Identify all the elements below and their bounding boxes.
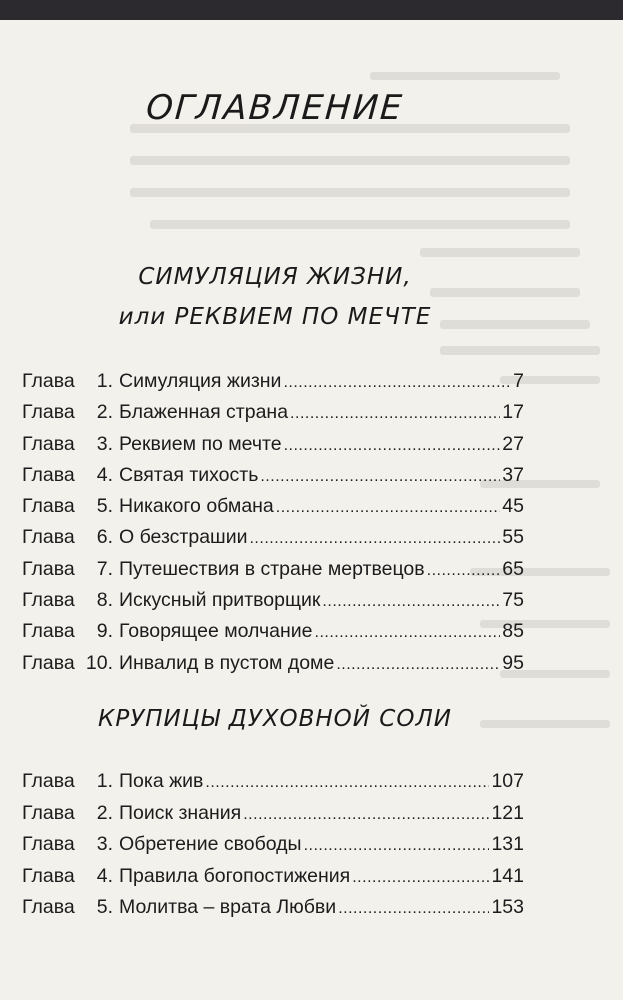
chapter-number: 10.	[85, 651, 113, 674]
toc-entry[interactable]	[22, 397, 524, 428]
chapter-word: Глава	[22, 557, 75, 580]
chapter-word: Глава	[22, 620, 75, 643]
chapter-title: Поиск знания	[119, 801, 242, 824]
chapter-word: Глава	[22, 896, 75, 918]
chapter-title: Пока жив	[119, 770, 204, 792]
chapter-word: Глава	[22, 833, 75, 855]
chapter-number: 4.	[96, 463, 113, 486]
part-1-chapter-list	[22, 366, 524, 679]
page-number: 107	[491, 770, 524, 792]
chapter-title: Обретение свободы	[119, 833, 302, 855]
toc-entry[interactable]	[22, 429, 524, 460]
dot-leader	[260, 461, 500, 492]
page-number: 131	[491, 833, 524, 855]
chapter-number: 5.	[96, 495, 113, 518]
page-number: 121	[491, 801, 524, 824]
chapter-word: Глава	[22, 864, 75, 887]
dot-leader	[276, 492, 501, 523]
chapter-word: Глава	[22, 526, 75, 549]
chapter-number: 6.	[96, 526, 113, 549]
chapter-word: Глава	[22, 801, 75, 824]
chapter-title: Реквием по мечте	[119, 432, 282, 455]
chapter-title: О безстрашии	[119, 526, 248, 549]
page-number: 141	[491, 864, 524, 887]
dot-leader	[243, 799, 489, 831]
toc-entry[interactable]	[22, 585, 524, 616]
chapter-title: Святая тихость	[119, 463, 259, 486]
page-number: 17	[502, 401, 524, 424]
toc-entry[interactable]	[22, 616, 524, 647]
page-number: 37	[502, 463, 524, 486]
dot-leader	[336, 649, 500, 680]
chapter-word: Глава	[22, 651, 75, 674]
page-number: 45	[502, 495, 524, 518]
chapter-number: 1.	[96, 370, 113, 392]
part-2-title: КРУПИЦЫ ДУХОВНОЙ СОЛИ	[98, 706, 452, 732]
chapter-word: Глава	[22, 770, 75, 792]
chapter-word: Глава	[22, 370, 75, 392]
dot-leader	[290, 398, 500, 429]
chapter-title: Искусный притворщик	[119, 589, 321, 612]
toc-entry[interactable]	[22, 861, 524, 893]
page-number: 75	[502, 589, 524, 612]
part-1-subtitle: или РЕКВИЕМ ПО МЕЧТЕ	[118, 304, 432, 330]
toc-entry[interactable]	[22, 766, 524, 798]
chapter-title: Правила богопостижения	[119, 864, 351, 887]
chapter-word: Глава	[22, 401, 75, 424]
page-number: 95	[502, 651, 524, 674]
chapter-word: Глава	[22, 463, 75, 486]
page-number: 55	[502, 526, 524, 549]
chapter-word: Глава	[22, 589, 75, 612]
dot-leader	[338, 893, 489, 925]
page-number: 153	[491, 896, 524, 918]
chapter-title: Путешествия в стране мертвецов	[119, 557, 425, 580]
scan-top-edge	[0, 0, 623, 20]
toc-entry[interactable]	[22, 366, 524, 397]
dot-leader	[283, 367, 511, 398]
dot-leader	[205, 767, 489, 799]
toc-entry[interactable]	[22, 892, 524, 924]
toc-entry[interactable]	[22, 522, 524, 553]
chapter-number: 7.	[96, 557, 113, 580]
chapter-title: Блаженная страна	[119, 401, 289, 424]
dot-leader	[284, 430, 501, 461]
chapter-title: Симуляция жизни	[119, 370, 282, 392]
dot-leader	[322, 586, 500, 617]
page-number: 85	[502, 620, 524, 643]
chapter-number: 3.	[96, 432, 113, 455]
toc-entry[interactable]	[22, 798, 524, 830]
book-page	[0, 20, 623, 1000]
toc-title: ОГЛАВЛЕНИЕ	[144, 88, 406, 128]
dot-leader	[427, 555, 501, 586]
dot-leader	[249, 523, 500, 554]
chapter-number: 8.	[96, 589, 113, 612]
toc-entry[interactable]	[22, 460, 524, 491]
chapter-title: Никакого обмана	[119, 495, 274, 518]
chapter-number: 2.	[96, 801, 113, 824]
dot-leader	[315, 617, 501, 648]
chapter-title: Молитва – врата Любви	[119, 896, 337, 918]
chapter-word: Глава	[22, 432, 75, 455]
chapter-number: 5.	[96, 896, 113, 918]
dot-leader	[304, 830, 490, 862]
toc-entry[interactable]	[22, 829, 524, 861]
part-2-chapter-list	[22, 766, 524, 924]
chapter-number: 9.	[96, 620, 113, 643]
dot-leader	[352, 862, 489, 894]
part-1-title: СИМУЛЯЦИЯ ЖИЗНИ,	[138, 264, 412, 290]
toc-entry[interactable]	[22, 648, 524, 679]
chapter-number: 2.	[96, 401, 113, 424]
page-number: 7	[513, 370, 524, 392]
page-number: 65	[502, 557, 524, 580]
chapter-number: 4.	[96, 864, 113, 887]
toc-entry[interactable]	[22, 491, 524, 522]
chapter-number: 3.	[96, 833, 113, 855]
chapter-title: Инвалид в пустом доме	[119, 651, 335, 674]
chapter-word: Глава	[22, 495, 75, 518]
chapter-title: Говорящее молчание	[119, 620, 313, 643]
page-number: 27	[502, 432, 524, 455]
toc-entry[interactable]	[22, 554, 524, 585]
chapter-number: 1.	[96, 770, 113, 792]
